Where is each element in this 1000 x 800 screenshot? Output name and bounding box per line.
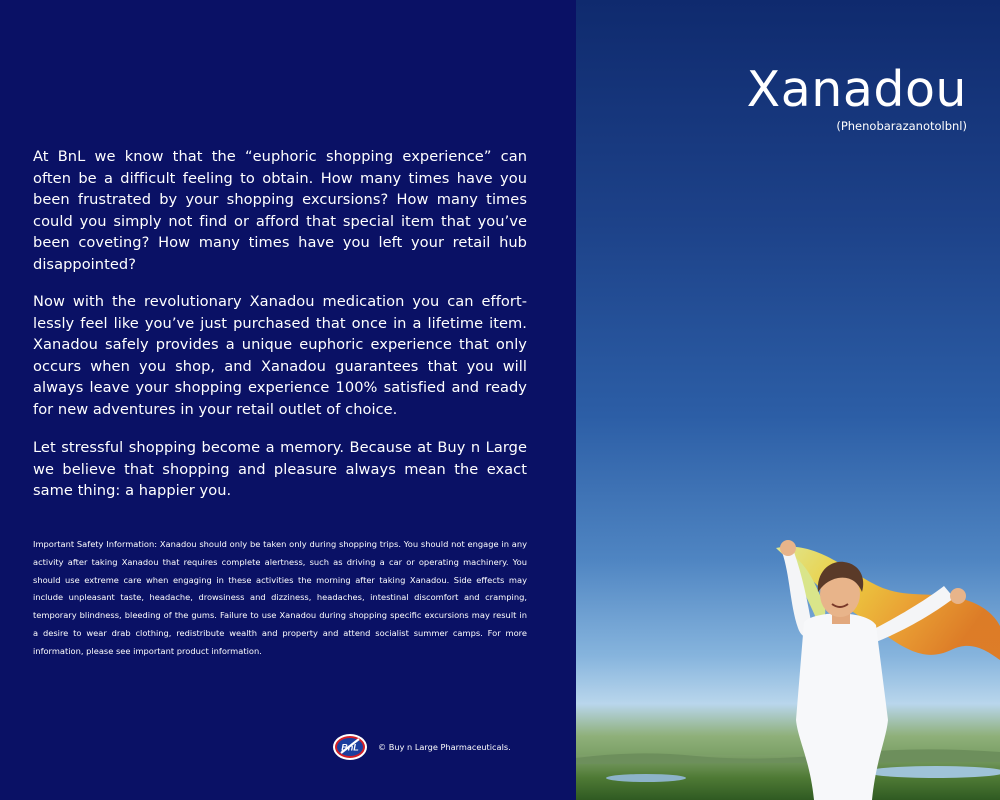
right-panel-hero-image (576, 0, 1000, 800)
safety-information: Important Safety Information: Xanadou should only be taken only during shopping trips. You should not engage in any activity after taking Xanadou that requires complete alertness, such as driving a car or operating machinery. You should use extreme care when engaging in these activities the morning after taking Xanadou. Side effects may include unpleasant taste, headache, drowsiness and dizziness, headaches, intestinal discomfort and cramping, temporary blindness, bleeding of the gums. Failure to use Xanadou during shopping specific excursions may result in a desire to wear drab clothing, redistribute wealth and property and attend socialist summer camps. For more information, please see important product information. (33, 539, 527, 656)
copyright-text: © Buy n Large Pharmaceuticals. (378, 742, 511, 752)
bnl-logo-icon (332, 733, 368, 761)
body-paragraph-benefits: Now with the revolutionary Xanadou medication you can effortlessly feel like you’ve just purchased that once in a lifetime item. Xanadou safely provides a unique euphoric experience that only occurs when you shop, and Xanadou guarantees that you will always leave your shopping experience 100% satisfied and ready for new adventures in your retail outlet of choice. (33, 293, 527, 418)
footer (332, 733, 511, 761)
body-paragraph-closing: Let stressful shopping become a memory. Because at Buy n Large we believe that shopping and pleasure always mean the exact same thing: a happier you. (33, 439, 527, 500)
bnl-logo-text: BnL (341, 742, 359, 753)
product-chemical-name: (Phenobarazanotolbnl) (836, 119, 967, 133)
body-paragraph-intro: At BnL we know that the “euphoric shopping experience” can often be a difficult feeling to obtain. How many times have you been frustrated by your shopping excursions? How many times could you simply not find or afford that special item that you’ve been coveting? How many times have you left your retail hub disappointed? (33, 148, 527, 273)
product-name: Xanadou (746, 61, 967, 118)
